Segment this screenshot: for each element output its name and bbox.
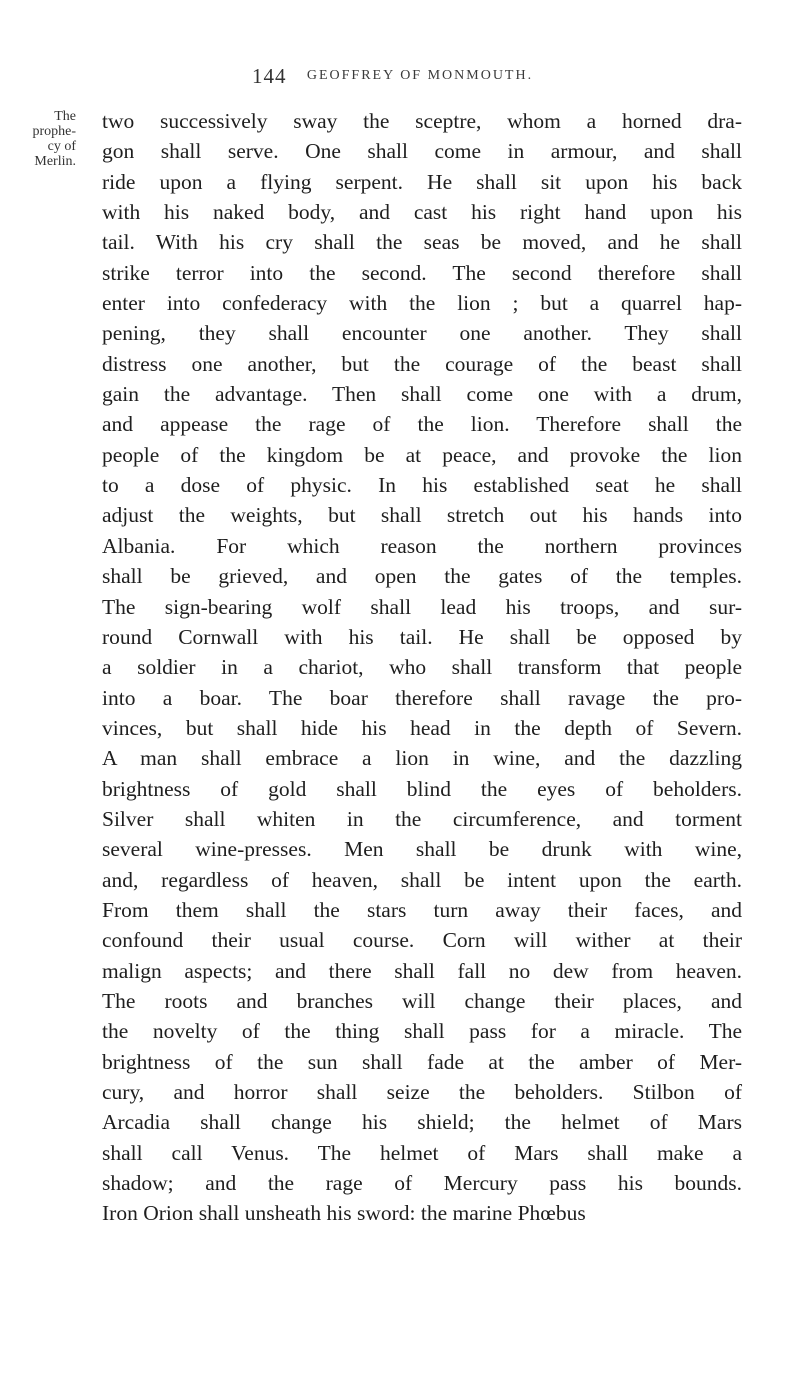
text-line: Iron Orion shall unsheath his sword: the marine Phœbus — [102, 1201, 586, 1226]
text-line: A man shall embrace a lion in wine, and the dazzling — [102, 746, 742, 771]
text-line: From them shall the stars turn away their faces, and — [102, 897, 742, 922]
text-line: shadow; and the rage of Mercury pass his bounds. — [102, 1171, 742, 1196]
text-line: people of the kingdom be at peace, and provoke the lion — [102, 442, 742, 467]
text-line: vinces, but shall hide his head in the depth of Severn. — [102, 715, 742, 740]
text-line: and, regardless of heaven, shall be intent upon the earth. — [102, 867, 742, 892]
text-line: a soldier in a chariot, who shall transform that people — [102, 655, 742, 680]
margin-note — [16, 109, 76, 169]
text-line: gain the advantage. Then shall come one with a drum, — [102, 382, 742, 407]
text-line: enter into confederacy with the lion ; but a quarrel hap- — [102, 291, 742, 316]
text-line: round Cornwall with his tail. He shall be opposed by — [102, 624, 742, 649]
text-line: Albania. For which reason the northern provinces — [102, 533, 742, 558]
text-line: strike terror into the second. The second therefore shall — [102, 260, 742, 285]
text-line: The sign-bearing wolf shall lead his troops, and sur- — [102, 594, 742, 619]
margin-note-line: cy of Merlin. — [34, 139, 76, 169]
text-line: and appease the rage of the lion. Therefore shall the — [102, 412, 742, 437]
text-line: brightness of the sun shall fade at the amber of Mer- — [102, 1049, 742, 1074]
text-line: pening, they shall encounter one another. They shall — [102, 321, 742, 346]
text-line: cury, and horror shall seize the beholders. Stilbon of — [102, 1080, 742, 1104]
text-line: Arcadia shall change his shield; the helmet of Mars — [102, 1110, 742, 1135]
text-line: the novelty of the thing shall pass for a miracle. The — [102, 1019, 742, 1044]
text-line: The roots and branches will change their places, and — [102, 988, 742, 1013]
text-line: malign aspects; and there shall fall no dew from heaven. — [102, 958, 742, 983]
text-line: distress one another, but the courage of the beast shall — [102, 351, 742, 376]
body-text — [102, 106, 742, 1229]
text-line: brightness of gold shall blind the eyes of beholders. — [102, 776, 742, 801]
text-line: ride upon a flying serpent. He shall sit upon his back — [102, 169, 742, 194]
text-line: gon shall serve. One shall come in armour, and shall — [102, 139, 742, 164]
margin-note-line: The prophe- — [32, 109, 76, 139]
text-line: two successively sway the sceptre, whom a horned dra- — [102, 109, 742, 133]
running-head: GEOFFREY OF MONMOUTH. — [306, 68, 534, 83]
text-line: Silver shall whiten in the circumference, and torment — [102, 806, 742, 831]
text-line: into a boar. The boar therefore shall ravage the pro- — [102, 685, 742, 710]
text-line: adjust the weights, but shall stretch out his hands into — [102, 503, 742, 528]
text-line: with his naked body, and cast his right hand upon his — [102, 200, 742, 225]
text-line: shall be grieved, and open the gates of the temples. — [102, 564, 742, 589]
text-line: several wine-presses. Men shall be drunk with wine, — [102, 837, 742, 862]
text-line: to a dose of physic. In his established seat he shall — [102, 473, 742, 498]
text-line: shall call Venus. The helmet of Mars shall make a — [102, 1140, 742, 1165]
text-line: confound their usual course. Corn will wither at their — [102, 928, 742, 953]
text-line: tail. With his cry shall the seas be moved, and he shall — [102, 230, 742, 255]
page-number: 144 — [252, 64, 287, 88]
